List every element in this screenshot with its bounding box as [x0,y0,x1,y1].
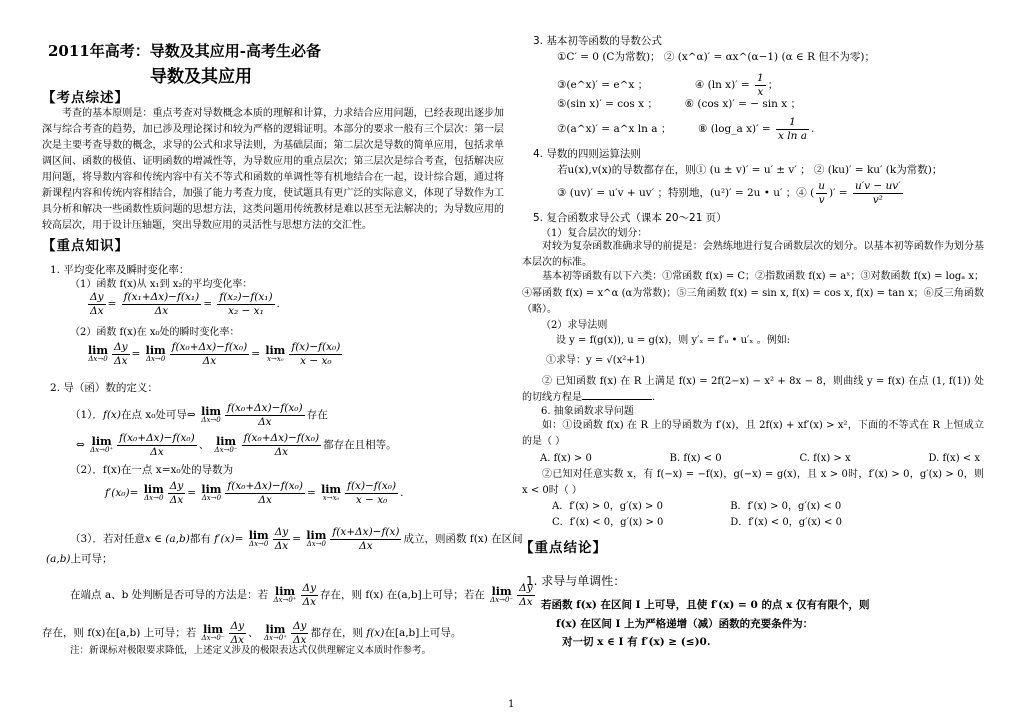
def1-post: 存在 [306,409,328,422]
endpoint2-end: 在[a,b]上可导。 [384,627,462,640]
endpoint-mid: 存在，则 f(x) 在(a,b]上可导；若在 [320,589,485,602]
conclusion-1b: f(x) 在区间 I 上为严格递增（减）函数的充要条件为： [556,618,814,630]
formula-3c [557,96,801,112]
chain-rule: 设 y = f(g(x)), u = g(x)，则 y′ₓ = f′ᵤ • u′ₓ 。例如: [556,335,791,346]
item-1a-label: （1）函数 f(x)从 x₁到 x₂的平均变化率： [70,279,253,290]
formula-log: ⑧ (log_a x)′ = [698,123,771,136]
item-6-heading: 6. 抽象函数求导问题 [541,406,634,417]
def3-post: 成立，则函数 f(x) 在区间 [403,533,523,546]
formula-3b: ③(e^x)′ = e^x ； ④ (ln x)′ = $\frac{1}{x}$ ； [557,72,779,98]
def1-mid: 在点 x₀处可导⇔ [120,409,196,422]
example-2-text: ② 已知函数 f(x) 在 R 上满足 f(x) = 2f(2−x) − x² + 8x − 8，则曲线 y = f(x) 在点 (1, f(1)) 处的切线方程是 [522,376,984,403]
rule-4b: ③ (uv)′ = u′v + uv′ ；特别地，(u²)′ = 2u • u′ ；④ ( $\frac{u}{v}$ )′ = $\frac{u'v - uv'}{\text{v²}}$ [557,180,901,206]
item-5-heading: 5. 复合函数求导公式（课本 20～21 页） [533,212,727,224]
option-b: B. f(x) < 0 [669,453,722,464]
item-5-1-text: 对较为复杂函数准确求导的前提是：会熟练地进行复合函数层次的划分。以基本初等函数作为划分基本层次的标准。 [522,241,984,268]
endpoint-rule-2: 存在，则 f(x)在[a,b) 上可导；若 lim Δx→0⁻ $\frac{\Delta y}{\Delta x}$ 、 lim Δx→0⁺ $\frac{\Delta y}{\Delta x}$ 都存在，则 f(x)在[a,b]上可导。 [42,620,462,646]
item-5-types: 基本初等函数有以下六类：①常函数 f(x) = C；②指数函数 f(x) = aˣ；③对数函数 f(x) = logₐ x；④幂函数 f(x) = x^α (α为常数)；⑤三角函数 f(x) = sin x, f(x) = cos x, f(x) = tan x；⑥反三角函数（略）。 [522,271,984,315]
endpoint2-post: 都存在，则 [310,627,363,640]
endpoint2-pre: 存在，则 f(x)在[a,b) 上可导；若 [42,627,197,640]
derivative-def-1: （1）．f(x)在点 x₀处可导⇔ lim Δx→0 $\frac{\text{f(x₀+Δx)−f(x₀)}}{\Delta x}$ 存在 [70,402,328,428]
example-1: ①求导：y = √(x²+1) [546,355,645,366]
formula-cos: ⑥ (cos x)′ = − sin x ； [684,98,802,110]
item-1-heading: 1. 平均变化率及瞬时变化率： [50,264,190,276]
problem-6a-options [540,451,980,467]
rule-4a: 若u(x),v(x)的导数都存在，则① (u ± v)′ = u′ ± v′ ； ② (ku)′ = ku′ (k为常数)； [557,164,943,176]
instant-rate-formula: lim Δx→0 $\frac{\Delta y}{\Delta x}$ = lim Δx→0 $\frac{\text{f(x₀+Δx)−f(x₀)}}{\Delta x}$ = lim x→x₀ $\frac{\text{f(x)−f(x₀)}}{\text{x − x₀}}$ [88,341,341,367]
item-5-2-label: （2）求导法则 [541,320,608,331]
formula-exp: ③(e^x)′ = e^x ； [557,79,649,92]
problem-6b-options-row1 [552,499,882,515]
derivative-def-1-sides: ⇔ lim Δx→0⁺ $\frac{\text{f(x₀+Δx)−f(x₀)}}{\Delta x}$ 、 lim Δx→0⁻ $\frac{\text{f(x₀+Δx)−f(x₀)}}{\Delta x}$ 都存在且相等。 [76,432,397,458]
endpoint2-sep: 、 [248,627,259,640]
overview-heading: 【考点综述】 [42,90,129,106]
page-subtitle: 导数及其应用 [150,67,252,87]
formula-ln: ④ (ln x)′ = [694,79,750,92]
endpoint-rule-1: 在端点 a、b 处判断是否可导的方法是：若 lim Δx→0⁺ $\frac{\Delta y}{\Delta x}$ 存在，则 f(x) 在(a,b]上可导；若在 lim Δx→0⁻ $\frac{\Delta y}{\Delta x}$ [70,582,533,608]
derivative-def-2-label: （2）．f(x)在一点 x=x₀处的导数为 [70,464,234,476]
def1-sep: 、 [198,439,210,452]
def3-end: 上可导； [70,553,113,565]
derivative-def-3-end: (a,b)上可导； [46,553,113,565]
example-2: ② 已知函数 f(x) 在 R 上满足 f(x) = 2f(2−x) − x² + 8x − 8，则曲线 y = f(x) 在点 (1, f(1)) 处的切线方程是 . [522,376,984,403]
conclusion-heading: 【重点结论】 [520,540,607,556]
def1-pre: （1）． [70,409,103,422]
item-3-heading: 3. 基本初等函数的导数公式 [533,35,662,47]
endpoint-pre: 在端点 a、b 处判断是否可导的方法是：若 [70,589,269,602]
page-number: 1 [508,699,515,710]
rule-4b-text: ③ (uv)′ = u′v + uv′ ；特别地，(u²)′ = 2u • u′ ；④ [557,187,807,200]
formula-ax: ⑦(a^x)′ = a^x ln a ； [557,123,672,136]
key-knowledge-heading: 【重点知识】 [42,238,129,254]
conclusion-1c: 对一切 x ∈ I 有 f′(x) ≥ (≤)0. [562,636,711,648]
option-c: C. f(x) > x [799,453,851,464]
option-6b-c: C．f′(x) < 0，g′(x) > 0 [552,517,664,528]
conclusion-1-heading: 1. 求导与单调性： [526,574,626,588]
avg-rate-formula: $\frac{\Delta y}{\Delta x}$ = $\frac{\text{f(x₁+Δx)−f(x₁)}}{\Delta x}$ = $\frac{\text{f(x₂)−f(x₁)}}{\text{x₂ − x₁}}$ . [90,291,280,317]
answer-blank [582,390,652,400]
derivative-at-point-formula: f′(x₀)= lim Δx→0 $\frac{\Delta y}{\Delta x}$ = lim Δx→0 $\frac{\text{f(x₀+Δx)−f(x₀)}}{\Delta x}$ = lim x→x₀ $\frac{\text{f(x)−f(x₀)}}{\text{x − x₀}}$ . [105,480,404,506]
def1-sides-post: 都存在且相等。 [323,439,397,452]
option-6b-a: A．f′(x) > 0，g′(x) > 0 [552,501,663,512]
overview-paragraph: 考查的基本原则是：重点考查对导数概念本质的理解和计算，力求结合应用问题，已经表现出逐步加深与综合考查的趋势，加已涉及理论探讨和较为严格的逻辑证明。本部分的要求一般有三个层次：第一层次是主要考查导数的概念，求导的公式和求导法则，为基础层面；第二层次是导数的简单应用，包括求单调区间、函数的极值、证明函数的增减性等，为导数应用的重点层次；第三层次是综合考查，包括解决应用问题，将导数内容和传统内容中有关不等式和函数的单调性等有机地结合在一起，设计综合题，通过将新课程内容和传统内容相结合，加强了能力考查力度，使试题具有更广泛的实际意义，体现了导数作为工具分析和解决一些函数性质问题的思想方法，这类问题用传统教材是难以甚至无法解决的；为导数应用的较高层次，用于设计压轴题，突出导数应用的灵活性与思想方法的交汇性。 [42,108,504,231]
problem-6a: 如：①设函数 f(x) 在 R 上的导函数为 f′(x)，且 2f(x) + xf′(x) > x²，下面的不等式在 R 上恒成立的是（ ） [522,420,984,447]
option-d: D. f(x) < x [928,453,980,464]
def3-pre: （3）．若对任意 [70,533,145,546]
item-1b-label: （2）函数 f(x)在 x₀处的瞬时变化率： [70,327,240,338]
formula-3d: ⑦(a^x)′ = a^x ln a ； ⑧ (log_a x)′ = $\frac{1}{\text{x ln a}}$ . [557,116,815,142]
option-a: A. f(x) > 0 [540,453,592,464]
option-6b-d: D．f′(x) < 0，g′(x) < 0 [730,517,842,528]
problem-6b: ②已知对任意实数 x，有 f(−x) = −f(x)，g(−x) = g(x)，且 x > 0时，f′(x) > 0，g′(x) > 0，则 x < 0时（ ） [522,469,984,496]
conclusion-1a: 若函数 f(x) 在区间 I 上可导，且使 f′(x) = 0 的点 x 仅有有限个，则 [541,599,870,611]
page-title: 2011年高考：导数及其应用-高考生必备 [48,42,321,60]
problem-6b-options-row2 [552,515,882,531]
note-text: 注：新课标对极限要求降低，上述定义涉及的极限表达式仅供理解定义本质时作参考。 [70,645,432,656]
derivative-def-3: （3）．若对任意x ∈ (a,b)都有 f′(x)= lim Δx→0 $\frac{\Delta y}{\Delta x}$ = lim Δx→0 $\frac{f(x+\Delta x)-f(x)}{\Delta x}$ 成立，则函数 f(x) 在区间 [70,526,523,552]
item-4-heading: 4. 导数的四则运算法则 [533,148,641,160]
item-5-1-label: （1）复合层次的划分： [541,228,648,239]
formula-sin: ⑤(sin x)′ = cos x ； [557,98,658,110]
option-6b-b: B．f′(x) > 0，g′(x) < 0 [730,501,842,512]
def3-mid: 都有 [189,533,211,546]
formula-3a: ①C′ = 0 (C为常数)； ② (x^α)′ = αx^(α−1) (α ∈ R 但不为零)； [557,51,875,63]
item-2-heading: 2. 导（函）数的定义： [50,382,158,394]
